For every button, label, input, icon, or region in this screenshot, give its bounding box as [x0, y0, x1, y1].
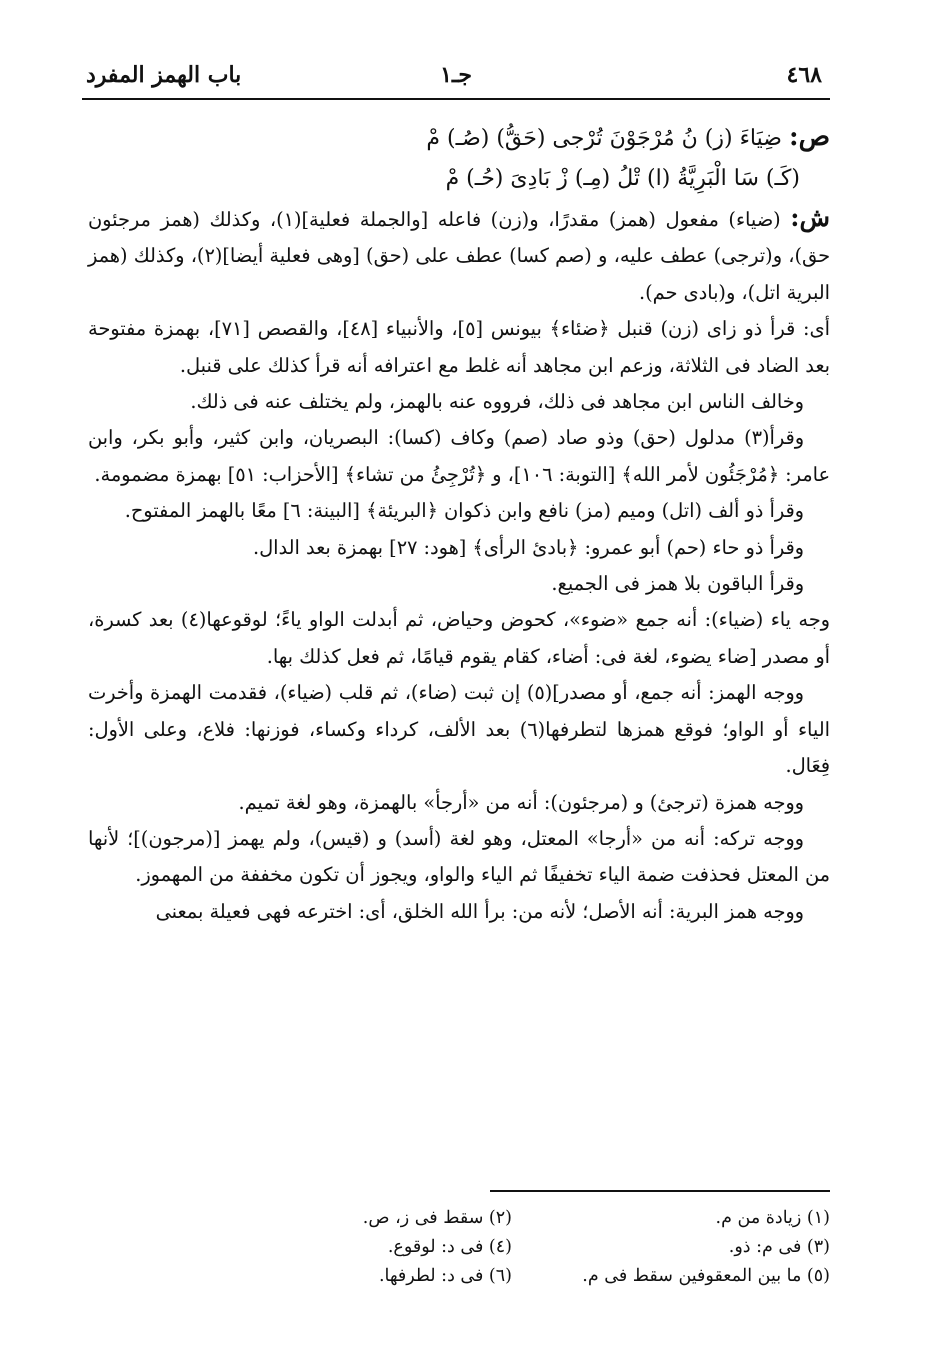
commentary-label: ش: — [790, 203, 830, 232]
footnote-3: (٣) فى م: ذو. — [728, 1237, 830, 1257]
commentary-paragraph — [88, 200, 830, 311]
verse-line-1 — [88, 118, 830, 158]
chapter-title: باب الهمز المفرد — [86, 62, 242, 88]
paragraph: وقرأ ذو ألف (اتل) وميم (مز) نافع وابن ذكوان ﴿البريئة﴾ [البينة: ٦] معًا بالهمز المفتوح. — [124, 499, 804, 523]
footnote-6: (٦) فى د: لطرفها. — [378, 1266, 512, 1286]
paragraph: وقرأ ذو حاء (حم) أبو عمرو: ﴿بادئ الرأى﴾ [هود: ٢٧] بهمزة بعد الدال. — [253, 535, 804, 559]
volume-label: جـ١ — [440, 62, 472, 88]
footnote-1: (١) زيادة من م. — [715, 1208, 830, 1228]
commentary-text: (ضياء) مفعول (همز) مقدرًا، و(زن) فاعله [والجملة فعلية](١)، وكذلك (همز مرجئون حق)، و(ترجى) عطف عليه، و (صم كسا) عطف على (حق) [وهى فعلية أيضا](٢)، وكذلك (همز البرية اتل)، و(بادى حم). — [88, 208, 830, 304]
footnote-5: (٥) ما بين المعقوفين سقط فى م. — [582, 1266, 830, 1286]
page-header — [82, 54, 830, 94]
paragraph: ووجه الهمز: أنه جمع، أو مصدر](٥) إن ثبت (ضاء)، ثم قلب (ضياء)، فقدمت الهمزة وأخرت الياء أو الواو؛ فوقع همزها لتطرفها(٦) بعد الألف، كرداء وكساء، فوزنها: فلاع، وعلى الأول: فِعَال. — [88, 681, 830, 778]
page-number: ٤٦٨ — [786, 62, 822, 88]
paragraph: وجه ياء (ضياء): أنه جمع «ضوء»، كحوض وحياض، ثم أبدلت الواو ياءً؛ لوقوعها(٤) بعد كسرة، أو مصدر [ضاء يضوء، لغة فى: أضاء، كقام يقوم قيامًا، ثم فعل كذلك بها. — [88, 608, 830, 668]
paragraph: أى: قرأ ذو زاى (زن) قنبل ﴿ضئاء﴾ بيونس [٥]، والأنبياء [٤٨]، والقصص [٧١]، بهمزة مفتوحة بعد الضاد فى الثلاثة، وزعم ابن مجاهد أنه غلط مع اعترافه أنه قرأ كذلك على قنبل. — [88, 317, 830, 377]
paragraph: وقرأ(٣) مدلول (حق) وذو صاد (صم) وكاف (كسا): البصريان، وابن كثير، وأبو بكر، وابن عامر: ﴿مُرْجَئُون لأمر الله﴾ [التوبة: ١٠٦]، و ﴿تُرْجِئُ من تشاء﴾ [الأحزاب: ٥١] بهمزة مضمومة. — [88, 426, 830, 486]
paragraph: وخالف الناس ابن مجاهد فى ذلك، فرووه عنه بالهمز، ولم يختلف عنه فى ذلك. — [190, 390, 804, 414]
verse-line-2: (كَـ) سَا الْبَرِيَّةُ (ا) تْلُ (مِـ) زْ بَادِىَ (حُـ) مْ — [445, 166, 800, 191]
verse-label: ص: — [788, 122, 830, 152]
paragraph: وقرأ الباقون بلا همز فى الجميع. — [551, 572, 804, 596]
footnote-divider — [490, 1190, 830, 1192]
paragraph: ووجه همزة (ترجئ) و (مرجئون): أنه من «أرجأ» بالهمزة، وهو لغة تميم. — [238, 790, 804, 814]
main-text — [88, 118, 830, 930]
verse-text-1: ضِيَاءَ (ز) نُ مُرْجَوْنَ تُرْجى (حَقُّ) (صُـ) مْ — [426, 126, 782, 151]
footnote-2: (٢) سقط فى ز، ص. — [362, 1208, 512, 1228]
paragraph: ووجه همز البرية: أنه الأصل؛ لأنه من: برأ الله الخلق، أى: اخترعه فهى فعيلة بمعنى — [155, 899, 804, 923]
paragraph: ووجه تركه: أنه من «أرجا» المعتل، وهو لغة (أسد) و (قيس)، ولم يهمز [(مرجون)]؛ لأنها من المعتل فحذفت ضمة الياء تخفيفًا ثم الياء والواو، ويجوز أن تكون مخففة من المهموز. — [88, 826, 830, 887]
footnote-4: (٤) فى د: لوقوع. — [387, 1237, 512, 1257]
header-divider — [82, 98, 830, 100]
